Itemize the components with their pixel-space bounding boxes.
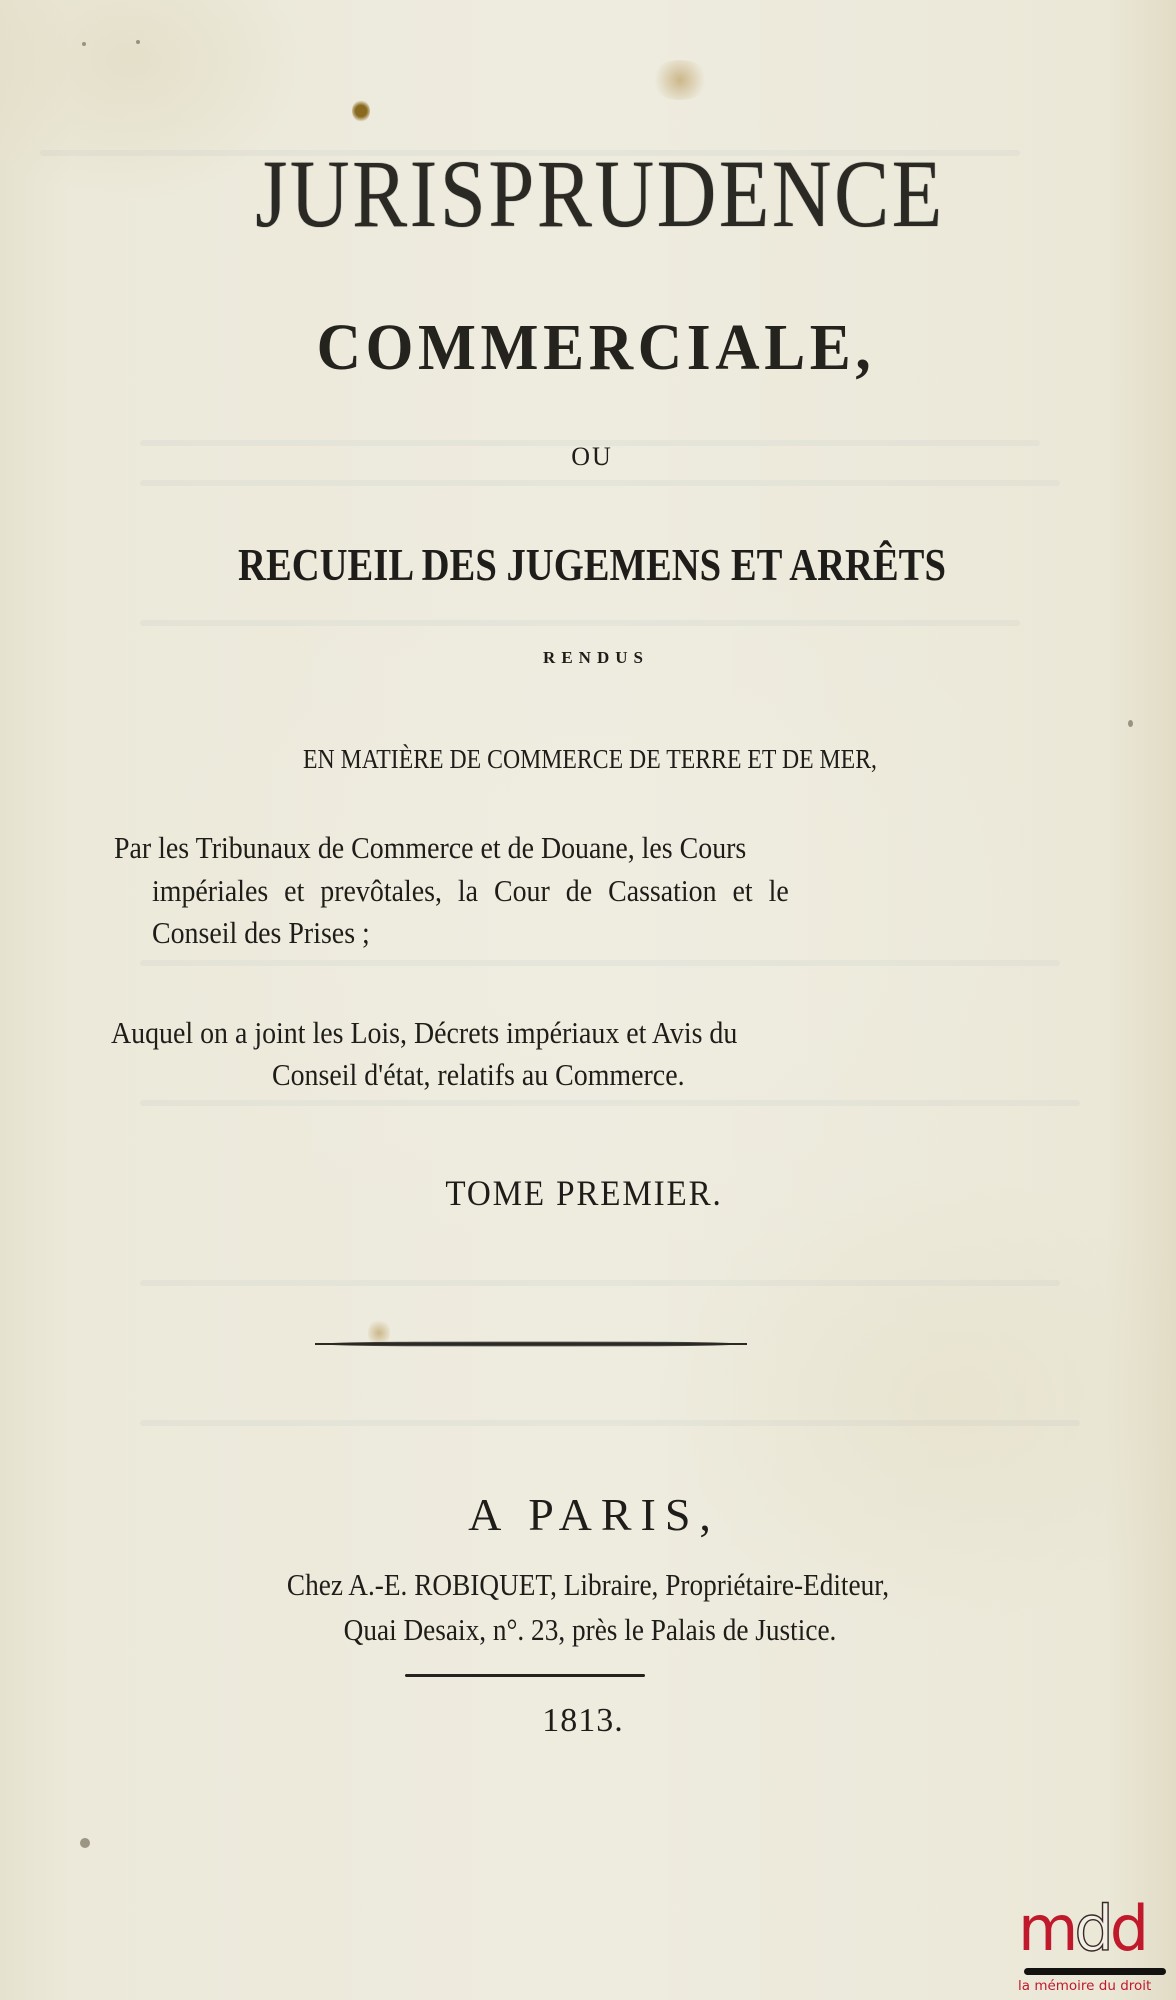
paragraph-courts-line-1: Par les Tribunaux de Commerce et de Douane, les Cours bbox=[114, 830, 747, 865]
mdd-logo bbox=[1018, 1892, 1176, 2000]
show-through-line bbox=[140, 1100, 1080, 1106]
logo-tagline: la mémoire du droit bbox=[1018, 1978, 1152, 1994]
mdd-logo-mark bbox=[1018, 1892, 1146, 1965]
conjunction-ou: OU bbox=[571, 442, 613, 471]
logo-letter-m: m bbox=[1018, 1892, 1075, 1965]
show-through-line bbox=[140, 960, 1060, 966]
paragraph-laws-line-2: Conseil d'état, relatifs au Commerce. bbox=[272, 1057, 685, 1092]
imprint-year: 1813. bbox=[542, 1702, 624, 1739]
logo-letter-d: d bbox=[1109, 1892, 1146, 1965]
subtitle-matiere: EN MATIÈRE DE COMMERCE DE TERRE ET DE MER, bbox=[303, 744, 877, 774]
logo-bar bbox=[1024, 1968, 1166, 1975]
paper-stain bbox=[650, 60, 710, 100]
show-through-line bbox=[140, 1420, 1080, 1426]
show-through-line bbox=[140, 620, 1020, 626]
paper-speck bbox=[82, 42, 86, 46]
show-through-line bbox=[140, 480, 1060, 486]
show-through-line bbox=[140, 1280, 1060, 1286]
title-secondary: COMMERCIALE, bbox=[316, 311, 876, 384]
paragraph-courts-line-3: Conseil des Prises ; bbox=[152, 915, 370, 950]
logo-letter-d-outline: d bbox=[1074, 1892, 1110, 1965]
paragraph-courts-line-2: impériales et prevôtales, la Cour de Cassation et le bbox=[152, 873, 789, 908]
paragraph-laws-line-1: Auquel on a joint les Lois, Décrets impériaux et Avis du bbox=[111, 1015, 738, 1050]
subtitle-rendus: RENDUS bbox=[543, 648, 649, 667]
paper-speck bbox=[136, 40, 140, 44]
imprint-city: A PARIS, bbox=[468, 1489, 720, 1540]
title-main: JURISPRUDENCE bbox=[255, 140, 945, 247]
imprint-publisher: Chez A.-E. ROBIQUET, Libraire, Propriétaire-Editeur, bbox=[286, 1567, 890, 1602]
paper-stain bbox=[352, 100, 370, 122]
imprint-address: Quai Desaix, n°. 23, près le Palais de Justice. bbox=[343, 1612, 837, 1647]
subtitle: RECUEIL DES JUGEMENS ET ARRÊTS bbox=[238, 539, 946, 590]
divider-rule-short bbox=[405, 1674, 645, 1677]
divider-rule bbox=[320, 1341, 742, 1347]
volume-label: TOME PREMIER. bbox=[445, 1173, 723, 1213]
paper-speck bbox=[80, 1838, 90, 1848]
paper-speck bbox=[1128, 720, 1133, 727]
